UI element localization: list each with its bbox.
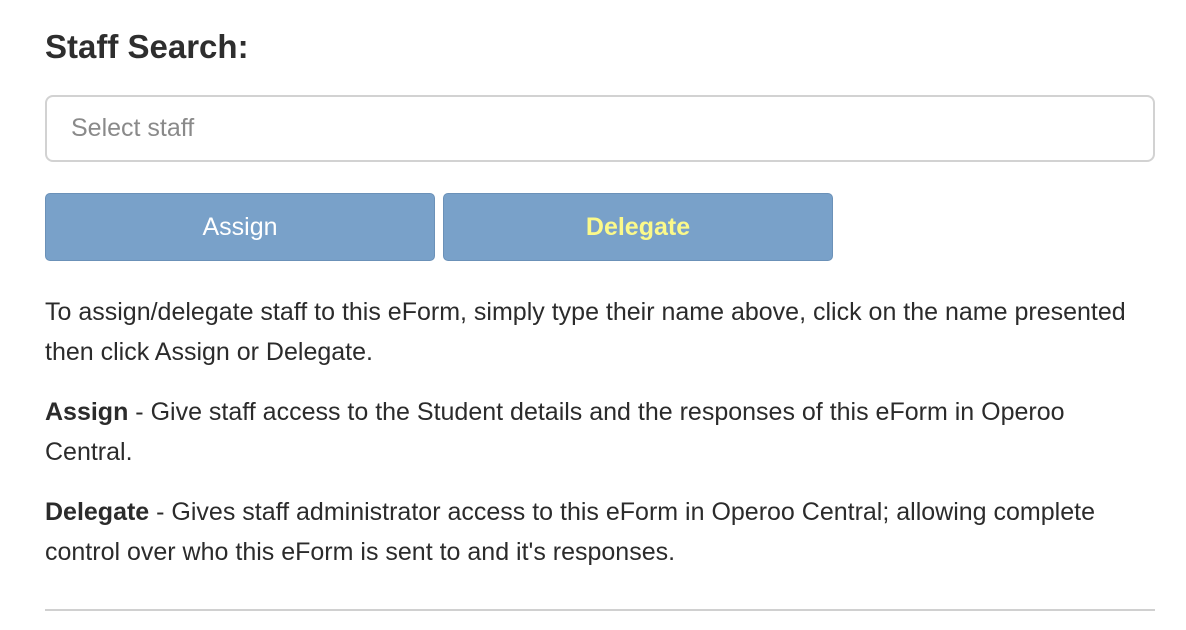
divider [45,609,1155,611]
delegate-description-text: - Gives staff administrator access to this eForm in Operoo Central; allowing complete control over who this eForm is sent to and it's responses. [45,498,1095,566]
intro-text: To assign/delegate staff to this eForm, simply type their name above, click on the name presented then click Assign or Delegate. [45,298,1126,366]
page-title: Staff Search: [45,28,249,65]
assign-button[interactable]: Assign [45,193,435,261]
assign-description [45,392,1155,472]
delegate-description [45,492,1155,572]
assign-description-text: - Give staff access to the Student details and the responses of this eForm in Operoo Central. [45,398,1065,466]
assign-term: Assign [45,398,129,426]
delegate-button[interactable]: Delegate [443,193,833,261]
delegate-term: Delegate [45,498,150,526]
staff-search-input[interactable] [45,95,1155,162]
